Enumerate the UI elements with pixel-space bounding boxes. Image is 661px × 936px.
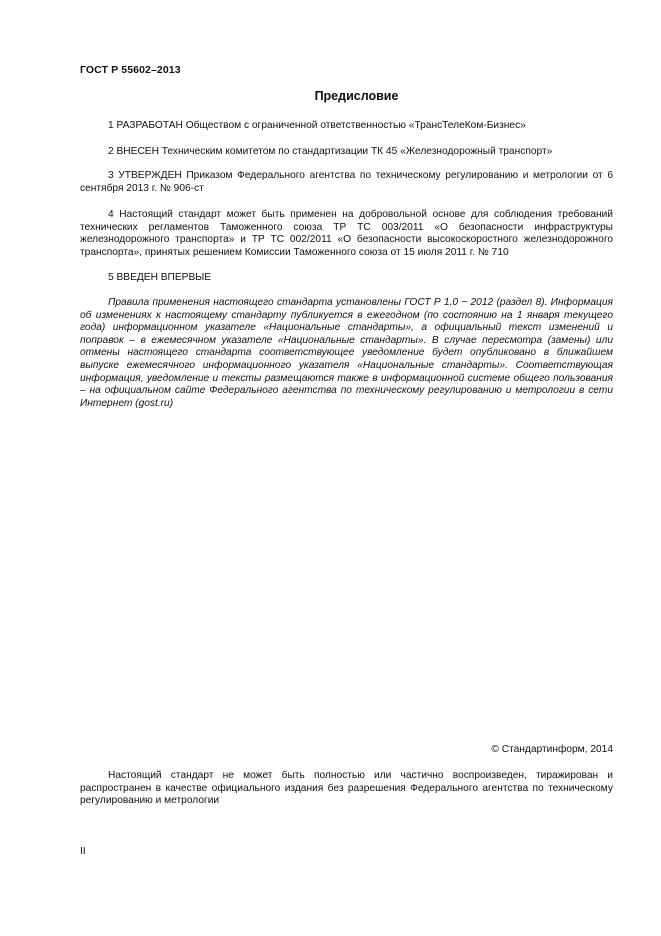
foreword-item-developed: 1 РАЗРАБОТАН Обществом с ограниченной ответственностью «ТрансТелеКом-Бизнес»: [108, 120, 526, 131]
copyright: © Стандартинформ, 2014: [491, 744, 613, 755]
standard-code: ГОСТ Р 55602–2013: [80, 64, 181, 76]
foreword-item-first-edition: 5 ВВЕДЕН ВПЕРВЫЕ: [108, 272, 212, 283]
foreword-item-introduced: 2 ВНЕСЕН Техническим комитетом по стандартизации ТК 45 «Железнодорожный транспорт»: [108, 146, 553, 157]
foreword-item-approved: 3 УТВЕРЖДЕН Приказом Федерального агентства по техническому регулированию и метрологии от 6 сентября 2013 г. № 906-ст: [80, 170, 613, 194]
rules-note: Правила применения настоящего стандарта установлены ГОСТ Р 1.0 − 2012 (раздел 8). Информация об изменениях к настоящему стандарту публикуется в ежегодном (по состоянию на 1 января текущего года) информационном указателе «Национальные стандарты», а официальный текст изменений и поправок – в ежемесячном указателе «Национальные стандарты». В случае пересмотра (замены) или отмены настоящего стандарта соответствующее уведомление будет опубликовано в ближайшем выпуске ежемесячного информационного указателя «Национальные стандарты». Соответствующая информация, уведомление и тексты размещаются также в информационной системе общего пользования – на официальном сайте Федерального агентства по техническому регулированию и метрологии в сети Интернет (gost.ru): [80, 297, 613, 409]
foreword-item-application: 4 Настоящий стандарт может быть применен на добровольной основе для соблюдения требований технических регламентов Таможенного союза ТР ТС 003/2011 «О безопасности инфраструктуры железнодорожного транспорта» и ТР ТС 002/2011 «О безопасности высокоскоростного железнодорожного транспорта», принятых решением Комиссии Таможенного союза от 15 июля 2011 г. № 710: [80, 209, 613, 258]
foreword-title: Предисловие: [314, 89, 399, 103]
page-number: II: [80, 846, 86, 857]
reproduction-notice: Настоящий стандарт не может быть полностью или частично воспроизведен, тиражирован и распространен в качестве официального издания без разрешения Федерального агентства по техническому регулированию и метрологии: [80, 770, 613, 807]
